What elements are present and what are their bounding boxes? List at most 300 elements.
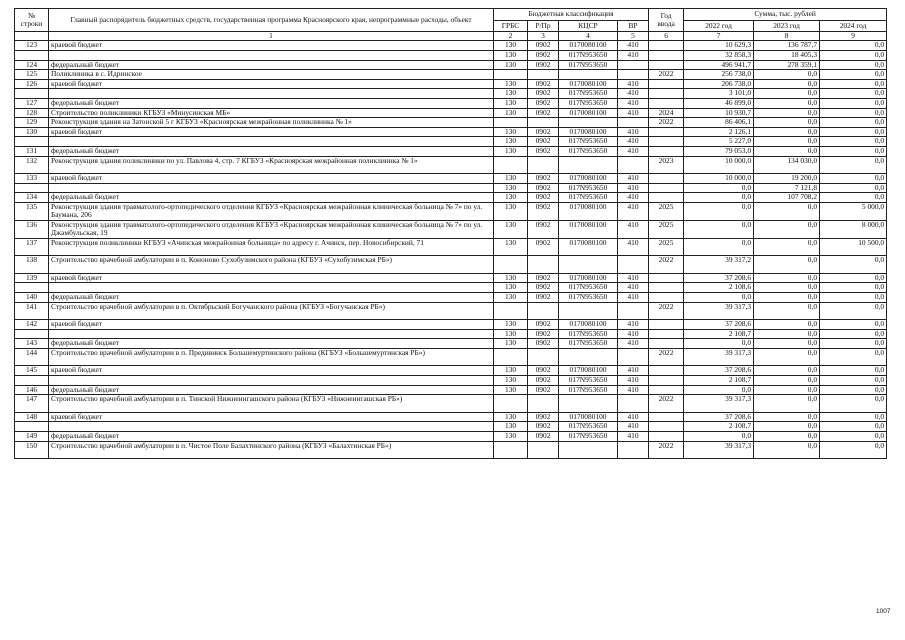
amount-2022: 2 108,6 [684,283,754,293]
amount-2024: 0,0 [820,51,887,61]
amount-2022: 10 629,3 [684,41,754,51]
kcsr-code: 017N953650 [559,329,618,339]
row-number: 130 [15,127,49,137]
year-input [649,385,684,395]
row-name: краевой бюджет [49,320,494,330]
year-input [649,283,684,293]
row-name: Реконструкция здания травматолого-ортопедического отделения КГБУЗ «Красноярская межрайонная клиническая больница № 7» по ул. Джамбульская, 19 [49,220,494,238]
row-name [49,51,494,61]
row-name: федеральный бюджет [49,385,494,395]
header-2024: 2024 год [820,21,887,32]
vr-code: 410 [618,146,649,156]
amount-2022: 2 108,7 [684,329,754,339]
year-input [649,329,684,339]
amount-2024: 0,0 [820,193,887,203]
vr-code: 410 [618,202,649,220]
year-input: 2022 [649,118,684,128]
grbs-code: 130 [494,127,528,137]
vr-code: 410 [618,238,649,256]
table-row [15,339,887,349]
vr-code: 410 [618,137,649,147]
row-name: федеральный бюджет [49,339,494,349]
amount-2024: 0,0 [820,441,887,459]
rzpr-code: 0902 [528,79,559,89]
row-number: 124 [15,60,49,70]
vr-code: 410 [618,320,649,330]
rzpr-code: 0902 [528,193,559,203]
vr-code [618,118,649,128]
amount-2022: 3 101,0 [684,89,754,99]
row-name: Строительство врачебной амбулатории в п. Предивинск Большемуртинского района (КГБУЗ «Большемуртинская РБ») [49,348,494,366]
table-row [15,89,887,99]
page-number: 1007 [876,608,891,615]
amount-2023: 0,0 [754,441,820,459]
year-input: 2022 [649,302,684,320]
kcsr-code: 017N953650 [559,98,618,108]
header-2023: 2023 год [754,21,820,32]
table-row [15,98,887,108]
rzpr-code: 0902 [528,183,559,193]
row-number: 138 [15,256,49,274]
amount-2022: 39 317,3 [684,395,754,413]
rzpr-code: 0902 [528,146,559,156]
amount-2024: 0,0 [820,273,887,283]
column-index: 5 [618,32,649,41]
rzpr-code: 0902 [528,329,559,339]
kcsr-code [559,118,618,128]
amount-2023: 18 405,3 [754,51,820,61]
amount-2024: 0,0 [820,70,887,80]
year-input: 2022 [649,256,684,274]
grbs-code: 130 [494,89,528,99]
amount-2022: 32 858,3 [684,51,754,61]
amount-2022: 0,0 [684,339,754,349]
amount-2022: 2 108,7 [684,422,754,432]
rzpr-code: 0902 [528,220,559,238]
rzpr-code: 0902 [528,273,559,283]
row-name [49,283,494,293]
kcsr-code: 017N953650 [559,51,618,61]
row-number: 149 [15,432,49,442]
table-row [15,79,887,89]
grbs-code: 130 [494,108,528,118]
kcsr-code: 017N953650 [559,385,618,395]
amount-2022: 10 000,0 [684,174,754,184]
row-name: федеральный бюджет [49,193,494,203]
rzpr-code: 0902 [528,238,559,256]
amount-2023: 0,0 [754,292,820,302]
rzpr-code: 0902 [528,339,559,349]
kcsr-code: 0170080100 [559,412,618,422]
grbs-code: 130 [494,366,528,376]
table-row [15,174,887,184]
amount-2023: 0,0 [754,339,820,349]
year-input [649,137,684,147]
rzpr-code [528,118,559,128]
vr-code: 410 [618,193,649,203]
grbs-code: 130 [494,183,528,193]
grbs-code: 130 [494,79,528,89]
vr-code [618,348,649,366]
rzpr-code [528,70,559,80]
vr-code: 410 [618,432,649,442]
table-row [15,441,887,459]
row-number: 139 [15,273,49,283]
vr-code: 410 [618,283,649,293]
amount-2024: 0,0 [820,422,887,432]
amount-2023: 136 787,7 [754,41,820,51]
year-input [649,98,684,108]
vr-code: 410 [618,422,649,432]
column-index-row [15,32,887,41]
year-input [649,183,684,193]
year-input: 2022 [649,348,684,366]
amount-2022: 0,0 [684,238,754,256]
year-input [649,79,684,89]
amount-2023: 0,0 [754,283,820,293]
amount-2022: 37 208,6 [684,366,754,376]
kcsr-code: 017N953650 [559,183,618,193]
year-input [649,432,684,442]
table-row [15,422,887,432]
row-number: 134 [15,193,49,203]
table-body [15,41,887,459]
year-input [649,60,684,70]
kcsr-code: 017N953650 [559,137,618,147]
table-row [15,273,887,283]
row-name [49,422,494,432]
year-input [649,412,684,422]
header-row-number: № строки [15,9,49,32]
amount-2024: 0,0 [820,146,887,156]
amount-2023: 0,0 [754,220,820,238]
amount-2023: 0,0 [754,202,820,220]
amount-2023: 0,0 [754,376,820,386]
grbs-code: 130 [494,51,528,61]
amount-2022: 37 208,6 [684,273,754,283]
row-number [15,422,49,432]
amount-2023: 0,0 [754,320,820,330]
grbs-code: 130 [494,412,528,422]
vr-code: 410 [618,329,649,339]
header-kcsr: КЦСР [559,21,618,32]
row-number: 131 [15,146,49,156]
header-2022: 2022 год [684,21,754,32]
row-number: 132 [15,156,49,174]
amount-2024: 0,0 [820,292,887,302]
vr-code [618,256,649,274]
amount-2024: 0,0 [820,283,887,293]
amount-2022: 2 108,7 [684,376,754,386]
rzpr-code [528,156,559,174]
rzpr-code: 0902 [528,127,559,137]
rzpr-code: 0902 [528,202,559,220]
row-number [15,89,49,99]
year-input [649,89,684,99]
kcsr-code: 017N953650 [559,60,618,70]
header-grbs: ГРБС [494,21,528,32]
table-row [15,156,887,174]
amount-2024: 10 500,0 [820,238,887,256]
row-number: 144 [15,348,49,366]
kcsr-code: 017N953650 [559,193,618,203]
amount-2023: 0,0 [754,366,820,376]
amount-2022: 206 738,0 [684,79,754,89]
grbs-code: 130 [494,238,528,256]
year-input: 2022 [649,395,684,413]
table-row [15,412,887,422]
year-input: 2022 [649,441,684,459]
kcsr-code: 017N953650 [559,432,618,442]
amount-2024: 0,0 [820,41,887,51]
row-name: Реконструкция поликлиники КГБУЗ «Ачинская межрайонная больница» по адресу г. Ачинск, пер. Новосибирский, 71 [49,238,494,256]
kcsr-code: 017N953650 [559,376,618,386]
amount-2024: 0,0 [820,156,887,174]
amount-2023: 0,0 [754,79,820,89]
row-number: 135 [15,202,49,220]
kcsr-code: 0170080100 [559,79,618,89]
kcsr-code: 0170080100 [559,174,618,184]
amount-2023: 0,0 [754,273,820,283]
row-number: 143 [15,339,49,349]
vr-code: 410 [618,183,649,193]
amount-2024: 0,0 [820,412,887,422]
vr-code: 410 [618,89,649,99]
header-sum: Сумма, тыс. рублей [684,9,887,21]
row-name: краевой бюджет [49,273,494,283]
rzpr-code [528,441,559,459]
table-row [15,283,887,293]
kcsr-code: 0170080100 [559,41,618,51]
year-input [649,320,684,330]
vr-code: 410 [618,339,649,349]
row-number: 128 [15,108,49,118]
amount-2022: 39 317,3 [684,348,754,366]
amount-2022: 79 053,0 [684,146,754,156]
column-index: 2 [494,32,528,41]
amount-2023: 0,0 [754,385,820,395]
amount-2024: 0,0 [820,432,887,442]
grbs-code: 130 [494,146,528,156]
grbs-code: 130 [494,385,528,395]
amount-2022: 39 317,2 [684,256,754,274]
row-number: 147 [15,395,49,413]
kcsr-code: 0170080100 [559,108,618,118]
grbs-code: 130 [494,174,528,184]
row-number [15,137,49,147]
row-name [49,183,494,193]
table-row [15,202,887,220]
header-budget-classification: Бюджетная классификация [494,9,649,21]
table-row [15,385,887,395]
amount-2023: 0,0 [754,302,820,320]
grbs-code [494,441,528,459]
table-row [15,118,887,128]
vr-code: 410 [618,98,649,108]
amount-2024: 0,0 [820,329,887,339]
table-row [15,51,887,61]
table-row [15,60,887,70]
amount-2022: 0,0 [684,183,754,193]
row-name [49,376,494,386]
amount-2024: 0,0 [820,339,887,349]
rzpr-code: 0902 [528,366,559,376]
vr-code: 410 [618,273,649,283]
rzpr-code: 0902 [528,432,559,442]
amount-2022: 0,0 [684,292,754,302]
rzpr-code: 0902 [528,89,559,99]
row-name: Реконструкция здания на Затонской 5 г КГБУЗ «Красноярская межрайонная поликлиника № 1» [49,118,494,128]
kcsr-code [559,441,618,459]
table-row [15,238,887,256]
year-input [649,193,684,203]
table-row [15,292,887,302]
row-name: Строительство врачебной амбулатории в п. Октябрьский Богучанского района (КГБУЗ «Богучанская РБ») [49,302,494,320]
row-number: 145 [15,366,49,376]
amount-2024: 5 000,0 [820,202,887,220]
grbs-code [494,302,528,320]
amount-2023: 0,0 [754,146,820,156]
row-name: федеральный бюджет [49,146,494,156]
year-input: 2025 [649,202,684,220]
grbs-code: 130 [494,193,528,203]
vr-code: 410 [618,174,649,184]
rzpr-code: 0902 [528,108,559,118]
table-row [15,127,887,137]
rzpr-code [528,348,559,366]
amount-2024: 8 000,0 [820,220,887,238]
year-input [649,51,684,61]
grbs-code: 130 [494,376,528,386]
row-number: 148 [15,412,49,422]
row-name: федеральный бюджет [49,98,494,108]
rzpr-code: 0902 [528,60,559,70]
year-input [649,127,684,137]
kcsr-code: 0170080100 [559,202,618,220]
table-row [15,320,887,330]
amount-2023: 0,0 [754,118,820,128]
rzpr-code: 0902 [528,385,559,395]
grbs-code: 130 [494,283,528,293]
amount-2023: 0,0 [754,422,820,432]
amount-2024: 0,0 [820,98,887,108]
amount-2024: 0,0 [820,385,887,395]
amount-2023: 0,0 [754,108,820,118]
amount-2022: 0,0 [684,385,754,395]
kcsr-code: 0170080100 [559,320,618,330]
amount-2023: 0,0 [754,89,820,99]
amount-2024: 0,0 [820,256,887,274]
vr-code: 410 [618,41,649,51]
kcsr-code: 017N953650 [559,146,618,156]
row-number: 136 [15,220,49,238]
kcsr-code: 0170080100 [559,366,618,376]
vr-code: 410 [618,220,649,238]
row-number: 146 [15,385,49,395]
rzpr-code: 0902 [528,283,559,293]
amount-2023: 19 200,0 [754,174,820,184]
row-name [49,137,494,147]
header-vr: ВР [618,21,649,32]
grbs-code [494,395,528,413]
rzpr-code: 0902 [528,412,559,422]
vr-code [618,395,649,413]
vr-code [618,441,649,459]
grbs-code: 130 [494,329,528,339]
table-row [15,70,887,80]
row-number: 137 [15,238,49,256]
table-row [15,193,887,203]
table-header [15,9,887,41]
row-name: Реконструкция здания поликлиники по ул. Павлова 4, стр. 7 КГБУЗ «Красноярская межрайонная поликлиника № 1» [49,156,494,174]
row-name: федеральный бюджет [49,60,494,70]
row-number: 133 [15,174,49,184]
grbs-code [494,348,528,366]
amount-2023: 0,0 [754,329,820,339]
year-input [649,366,684,376]
year-input [649,41,684,51]
column-index: 4 [559,32,618,41]
rzpr-code: 0902 [528,51,559,61]
amount-2022: 0,0 [684,432,754,442]
row-name: Строительство врачебной амбулатории в п. Чистое Поле Балахтинского района (КГБУЗ «Балахтинская РБ») [49,441,494,459]
amount-2023: 0,0 [754,70,820,80]
amount-2024: 0,0 [820,395,887,413]
amount-2022: 0,0 [684,193,754,203]
grbs-code: 130 [494,422,528,432]
amount-2024: 0,0 [820,174,887,184]
grbs-code: 130 [494,137,528,147]
table-row [15,220,887,238]
row-name: Строительство врачебной амбулатории в п. Тинской Нижнеингашского района (КГБУЗ «Нижнеингашская РБ») [49,395,494,413]
header-rzpr: Р/Пр [528,21,559,32]
kcsr-code: 0170080100 [559,273,618,283]
row-number: 123 [15,41,49,51]
year-input: 2022 [649,70,684,80]
year-input [649,376,684,386]
amount-2024: 0,0 [820,108,887,118]
amount-2024: 0,0 [820,60,887,70]
amount-2023: 0,0 [754,127,820,137]
amount-2022: 46 899,0 [684,98,754,108]
grbs-code: 130 [494,432,528,442]
rzpr-code: 0902 [528,41,559,51]
kcsr-code [559,395,618,413]
year-input [649,146,684,156]
table-row [15,366,887,376]
row-number: 150 [15,441,49,459]
amount-2024: 0,0 [820,137,887,147]
amount-2024: 0,0 [820,118,887,128]
vr-code: 410 [618,366,649,376]
vr-code [618,302,649,320]
amount-2022: 0,0 [684,202,754,220]
vr-code: 410 [618,412,649,422]
grbs-code [494,156,528,174]
column-index: 9 [820,32,887,41]
year-input [649,292,684,302]
grbs-code: 130 [494,339,528,349]
kcsr-code: 017N953650 [559,89,618,99]
grbs-code: 130 [494,273,528,283]
row-name: краевой бюджет [49,41,494,51]
row-number [15,283,49,293]
amount-2024: 0,0 [820,376,887,386]
grbs-code: 130 [494,320,528,330]
row-name [49,89,494,99]
grbs-code: 130 [494,202,528,220]
year-input [649,422,684,432]
